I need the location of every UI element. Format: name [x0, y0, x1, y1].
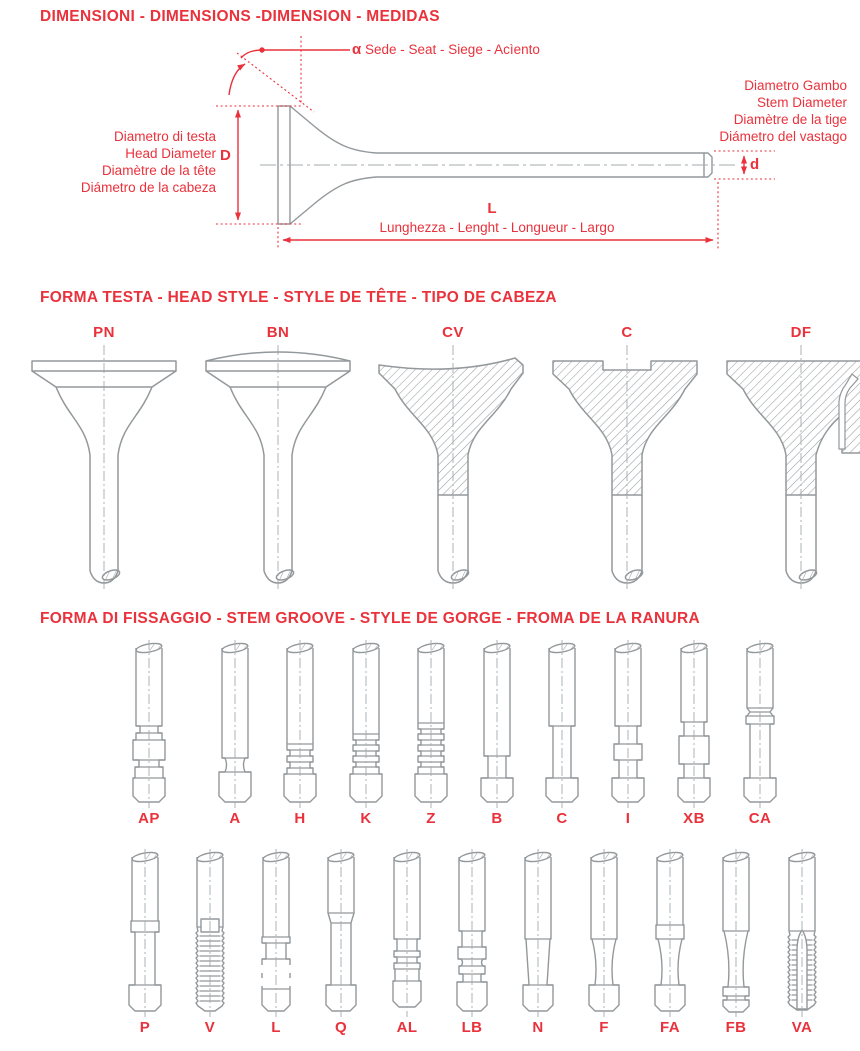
stem-groove-f	[574, 845, 634, 1036]
head-diameter-line: Diametro di testa	[113, 129, 216, 144]
head-style-pn-drawing	[16, 343, 192, 591]
stem-groove-label: B	[491, 810, 503, 827]
stem-groove-label: H	[294, 810, 306, 827]
stem-groove-label: Q	[334, 1019, 348, 1036]
stem-groove-xb	[664, 636, 724, 827]
stem-groove-a	[205, 636, 265, 827]
stem-groove-label: N	[532, 1019, 544, 1036]
head-style-bn-drawing	[190, 343, 366, 591]
head-style-df	[713, 324, 860, 591]
stem-groove-label: C	[556, 810, 568, 827]
stem-groove-label: A	[229, 810, 241, 827]
head-style-label: CV	[442, 324, 464, 341]
stem-groove-label: I	[625, 810, 631, 827]
dimensions-title: DIMENSIONI - DIMENSIONS -DIMENSION - MEDIDAS	[40, 8, 440, 25]
stem-groove-l	[246, 845, 306, 1036]
stem-diameter-symbol: d	[750, 156, 760, 173]
stem-groove-b	[467, 636, 527, 827]
stem-groove-v	[180, 845, 240, 1036]
stem-groove-label: VA	[791, 1019, 813, 1036]
head-style-df-drawing	[713, 343, 860, 591]
stem-groove-fa	[640, 845, 700, 1036]
stem-groove-lb	[442, 845, 502, 1036]
stem-groove-z	[401, 636, 461, 827]
stem-groove-label: CA	[748, 810, 772, 827]
stem-groove-label: AL	[396, 1019, 418, 1036]
head-diameter-symbol: D	[220, 147, 231, 164]
stem-groove-label: F	[599, 1019, 609, 1036]
alpha-symbol: α	[352, 41, 362, 58]
stem-groove-q	[311, 845, 371, 1036]
head-style-label: C	[621, 324, 633, 341]
stem-groove-k	[336, 636, 396, 827]
head-style-bn	[190, 324, 366, 591]
head-style-label: DF	[790, 324, 812, 341]
stem-grooves-title: FORMA DI FISSAGGIO - STEM GROOVE - STYLE DE GORGE - FROMA DE LA RANURA	[40, 610, 700, 627]
stem-groove-label: XB	[683, 810, 705, 827]
head-style-c-drawing	[539, 343, 715, 591]
stem-diameter-line: Diametro Gambo	[744, 78, 847, 93]
head-styles-title: FORMA TESTA - HEAD STYLE - STYLE DE TÊTE - TIPO DE CABEZA	[40, 289, 557, 306]
head-style-pn	[16, 324, 192, 591]
stem-diameter-line: Diamètre de la tige	[733, 112, 847, 127]
stem-groove-label: P	[139, 1019, 151, 1036]
stem-groove-c	[532, 636, 592, 827]
stem-groove-va	[772, 845, 832, 1036]
stem-diameter-line: Stem Diameter	[756, 95, 847, 110]
head-diameter-line: Diámetro de la cabeza	[80, 180, 216, 195]
stem-groove-label: K	[360, 810, 372, 827]
stem-diameter-label	[661, 77, 847, 145]
length-symbol: L	[487, 200, 497, 217]
stem-groove-p	[115, 845, 175, 1036]
stem-groove-label: FB	[725, 1019, 747, 1036]
stem-groove-i	[598, 636, 658, 827]
stem-groove-label: LB	[461, 1019, 483, 1036]
stem-diameter-line: Diámetro del vastago	[719, 129, 847, 144]
stem-groove-ap	[119, 636, 179, 827]
length-label: Lunghezza - Lenght - Longueur - Largo	[379, 220, 615, 235]
seat-label-text: Sede - Seat - Siege - Acìento	[365, 42, 540, 57]
stem-groove-label: FA	[660, 1019, 680, 1036]
head-style-label: BN	[266, 324, 290, 341]
seat-angle-label	[352, 41, 540, 58]
stem-groove-n	[508, 845, 568, 1036]
head-diameter-line: Head Diameter	[125, 146, 216, 161]
stem-groove-label: L	[271, 1019, 281, 1036]
head-diameter-label	[30, 128, 216, 196]
head-style-cv	[365, 324, 541, 591]
stem-groove-label: Z	[426, 810, 436, 827]
stem-groove-label: AP	[138, 810, 160, 827]
head-style-cv-drawing	[365, 343, 541, 591]
stem-groove-h	[270, 636, 330, 827]
stem-groove-ca	[730, 636, 790, 827]
stem-groove-label: V	[204, 1019, 216, 1036]
stem-groove-al	[377, 845, 437, 1036]
head-diameter-line: Diamètre de la tête	[101, 163, 216, 178]
head-style-label: PN	[93, 324, 115, 341]
head-style-c	[539, 324, 715, 591]
stem-groove-fb	[706, 845, 766, 1036]
